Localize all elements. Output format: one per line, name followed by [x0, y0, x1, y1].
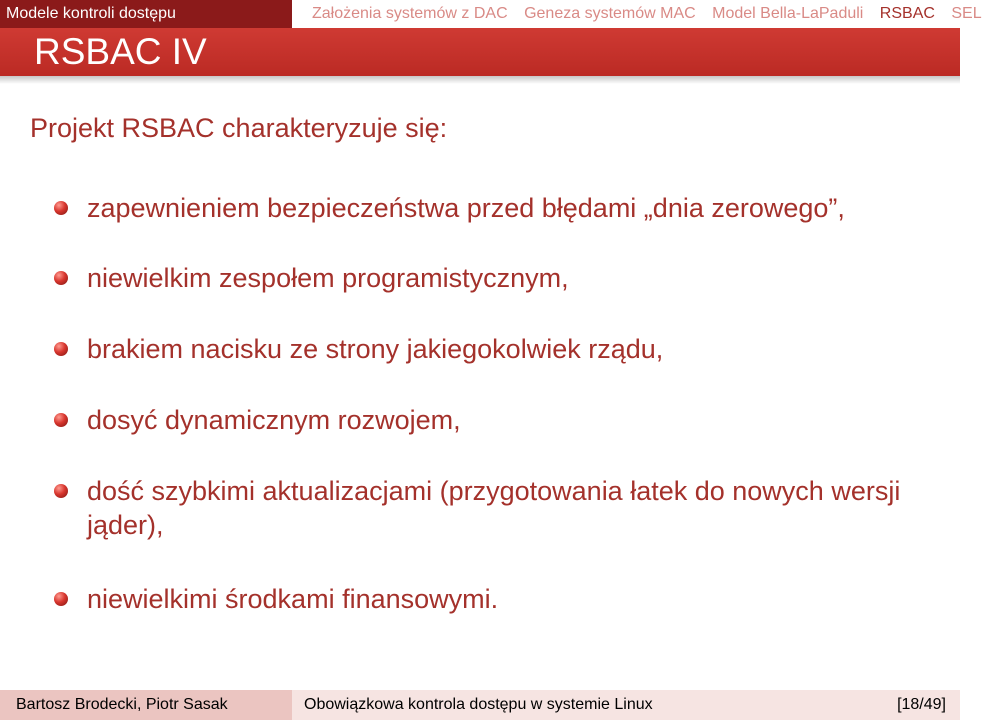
list-item-text: niewielkimi środkami finansowymi.: [87, 584, 499, 614]
title-bar-shadow: [0, 76, 960, 84]
nav-item-dac[interactable]: Założenia systemów z DAC: [312, 5, 508, 22]
page-number: [18/49]: [897, 696, 946, 713]
bullet-icon: [54, 342, 68, 356]
list-item-text: zapewnieniem bezpieczeństwa przed błędami „dnia zerowego”,: [87, 193, 845, 223]
nav-item-mac[interactable]: Geneza systemów MAC: [524, 5, 696, 22]
bullet-icon: [54, 271, 68, 285]
list-item-text: dosyć dynamicznym rozwojem,: [87, 405, 461, 435]
nav-item-selinux[interactable]: SEL: [951, 5, 982, 22]
top-navigation-bar: [0, 0, 982, 28]
footer-title[interactable]: [292, 690, 960, 720]
nav-item-bell-lapadula[interactable]: Model Bella-LaPaduli: [712, 5, 864, 22]
list-item-text: niewielkim zespołem programistycznym,: [87, 263, 569, 293]
list-item-text: brakiem nacisku ze strony jakiegokolwiek rządu,: [87, 334, 664, 364]
footer-title-text: Obowiązkowa kontrola dostępu w systemie Linux: [304, 696, 653, 713]
intro-text: Projekt RSBAC charakteryzuje się:: [30, 113, 448, 143]
bullet-icon: [54, 201, 68, 215]
frame-title: RSBAC IV: [34, 31, 207, 72]
nav-item-rsbac[interactable]: RSBAC: [879, 5, 935, 22]
bullet-icon: [54, 592, 68, 606]
frame-title-bar: [0, 28, 960, 76]
bullet-icon: [54, 413, 68, 427]
footer-authors[interactable]: Bartosz Brodecki, Piotr Sasak: [0, 690, 292, 720]
section-title[interactable]: Modele kontroli dostępu: [0, 0, 292, 28]
subsection-nav: [292, 0, 994, 28]
bullet-icon: [54, 484, 68, 498]
list-item-text: dość szybkimi aktualizacjami (przygotowania łatek do nowych wersji jąder),: [87, 476, 901, 540]
footer-bar: [0, 690, 960, 720]
